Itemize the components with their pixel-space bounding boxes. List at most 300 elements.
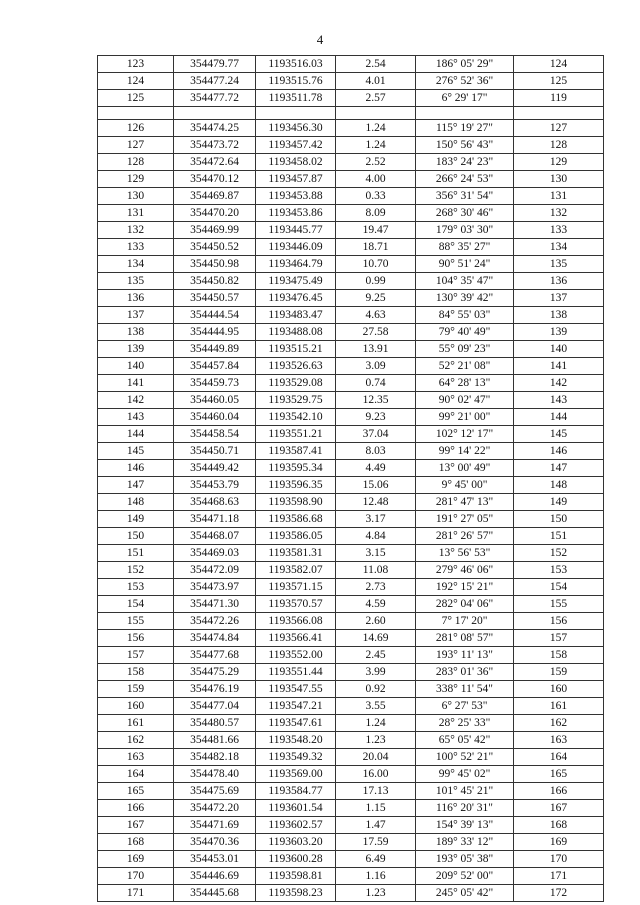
point-id-cell: 151 — [98, 545, 174, 562]
distance-cell: 3.55 — [336, 698, 416, 715]
table-row — [98, 630, 604, 647]
next-point-cell: 136 — [514, 273, 604, 290]
table-row — [98, 56, 604, 73]
distance-cell: 9.23 — [336, 409, 416, 426]
coordinate-table-body — [98, 56, 604, 902]
point-id-cell: 124 — [98, 73, 174, 90]
distance-cell: 3.09 — [336, 358, 416, 375]
x-coordinate-cell: 354477.04 — [174, 698, 256, 715]
x-coordinate-cell: 354458.54 — [174, 426, 256, 443]
bearing-cell: 99° 14' 22" — [416, 443, 514, 460]
point-id-cell: 157 — [98, 647, 174, 664]
point-id-cell: 140 — [98, 358, 174, 375]
y-coordinate-cell: 1193511.78 — [256, 90, 336, 107]
y-coordinate-cell: 1193547.55 — [256, 681, 336, 698]
x-coordinate-cell: 354445.68 — [174, 885, 256, 902]
next-point-cell: 166 — [514, 783, 604, 800]
next-point-cell: 152 — [514, 545, 604, 562]
bearing-cell: 7° 17' 20" — [416, 613, 514, 630]
x-coordinate-cell: 354459.73 — [174, 375, 256, 392]
distance-cell: 1.16 — [336, 868, 416, 885]
bearing-cell: 102° 12' 17" — [416, 426, 514, 443]
next-point-cell: 147 — [514, 460, 604, 477]
distance-cell: 27.58 — [336, 324, 416, 341]
next-point-cell: 145 — [514, 426, 604, 443]
bearing-cell: 99° 21' 00" — [416, 409, 514, 426]
point-id-cell: 133 — [98, 239, 174, 256]
x-coordinate-cell: 354446.69 — [174, 868, 256, 885]
x-coordinate-cell — [174, 107, 256, 120]
next-point-cell: 156 — [514, 613, 604, 630]
point-id-cell: 146 — [98, 460, 174, 477]
y-coordinate-cell: 1193547.61 — [256, 715, 336, 732]
bearing-cell: 6° 29' 17" — [416, 90, 514, 107]
x-coordinate-cell: 354460.05 — [174, 392, 256, 409]
distance-cell: 2.60 — [336, 613, 416, 630]
next-point-cell: 149 — [514, 494, 604, 511]
page-number: 4 — [316, 32, 324, 47]
bearing-cell: 90° 02' 47" — [416, 392, 514, 409]
table-row — [98, 766, 604, 783]
distance-cell: 1.23 — [336, 885, 416, 902]
next-point-cell: 146 — [514, 443, 604, 460]
distance-cell: 3.15 — [336, 545, 416, 562]
distance-cell: 16.00 — [336, 766, 416, 783]
x-coordinate-cell: 354471.69 — [174, 817, 256, 834]
table-row — [98, 494, 604, 511]
next-point-cell: 132 — [514, 205, 604, 222]
x-coordinate-cell: 354474.25 — [174, 120, 256, 137]
x-coordinate-cell: 354468.63 — [174, 494, 256, 511]
y-coordinate-cell: 1193483.47 — [256, 307, 336, 324]
bearing-cell: 100° 52' 21" — [416, 749, 514, 766]
distance-cell: 4.00 — [336, 171, 416, 188]
bearing-cell: 356° 31' 54" — [416, 188, 514, 205]
distance-cell: 8.09 — [336, 205, 416, 222]
next-point-cell: 165 — [514, 766, 604, 783]
y-coordinate-cell: 1193598.81 — [256, 868, 336, 885]
distance-cell: 6.49 — [336, 851, 416, 868]
table-row — [98, 579, 604, 596]
point-id-cell: 131 — [98, 205, 174, 222]
x-coordinate-cell: 354475.29 — [174, 664, 256, 681]
bearing-cell: 189° 33' 12" — [416, 834, 514, 851]
x-coordinate-cell: 354450.98 — [174, 256, 256, 273]
table-row — [98, 409, 604, 426]
next-point-cell: 150 — [514, 511, 604, 528]
x-coordinate-cell: 354478.40 — [174, 766, 256, 783]
next-point-cell: 164 — [514, 749, 604, 766]
next-point-cell: 161 — [514, 698, 604, 715]
next-point-cell: 141 — [514, 358, 604, 375]
x-coordinate-cell: 354481.66 — [174, 732, 256, 749]
bearing-cell: 13° 56' 53" — [416, 545, 514, 562]
table-row — [98, 749, 604, 766]
x-coordinate-cell: 354469.87 — [174, 188, 256, 205]
bearing-cell: 268° 30' 46" — [416, 205, 514, 222]
bearing-cell: 64° 28' 13" — [416, 375, 514, 392]
table-row — [98, 511, 604, 528]
table-row — [98, 341, 604, 358]
x-coordinate-cell: 354474.84 — [174, 630, 256, 647]
point-id-cell: 126 — [98, 120, 174, 137]
x-coordinate-cell: 354450.57 — [174, 290, 256, 307]
bearing-cell: 193° 05' 38" — [416, 851, 514, 868]
table-row — [98, 120, 604, 137]
point-id-cell: 170 — [98, 868, 174, 885]
next-point-cell: 158 — [514, 647, 604, 664]
x-coordinate-cell: 354449.42 — [174, 460, 256, 477]
bearing-cell: 266° 24' 53" — [416, 171, 514, 188]
distance-cell: 1.47 — [336, 817, 416, 834]
next-point-cell: 151 — [514, 528, 604, 545]
x-coordinate-cell: 354473.97 — [174, 579, 256, 596]
x-coordinate-cell: 354469.99 — [174, 222, 256, 239]
x-coordinate-cell: 354460.04 — [174, 409, 256, 426]
point-id-cell: 169 — [98, 851, 174, 868]
x-coordinate-cell: 354470.36 — [174, 834, 256, 851]
y-coordinate-cell: 1193515.21 — [256, 341, 336, 358]
next-point-cell: 138 — [514, 307, 604, 324]
y-coordinate-cell: 1193549.32 — [256, 749, 336, 766]
table-row — [98, 817, 604, 834]
table-row — [98, 171, 604, 188]
table-row — [98, 834, 604, 851]
table-row — [98, 443, 604, 460]
y-coordinate-cell: 1193526.63 — [256, 358, 336, 375]
bearing-cell: 338° 11' 54" — [416, 681, 514, 698]
table-row — [98, 664, 604, 681]
table-row — [98, 477, 604, 494]
x-coordinate-cell: 354450.71 — [174, 443, 256, 460]
distance-cell: 12.35 — [336, 392, 416, 409]
bearing-cell: 281° 26' 57" — [416, 528, 514, 545]
distance-cell: 2.73 — [336, 579, 416, 596]
point-id-cell: 158 — [98, 664, 174, 681]
point-id-cell: 156 — [98, 630, 174, 647]
y-coordinate-cell: 1193529.75 — [256, 392, 336, 409]
point-id-cell: 167 — [98, 817, 174, 834]
table-row — [98, 732, 604, 749]
point-id-cell: 137 — [98, 307, 174, 324]
y-coordinate-cell: 1193552.00 — [256, 647, 336, 664]
distance-cell: 20.04 — [336, 749, 416, 766]
point-id-cell: 138 — [98, 324, 174, 341]
distance-cell: 1.24 — [336, 120, 416, 137]
point-id-cell: 147 — [98, 477, 174, 494]
x-coordinate-cell: 354477.24 — [174, 73, 256, 90]
y-coordinate-cell: 1193596.35 — [256, 477, 336, 494]
point-id-cell: 150 — [98, 528, 174, 545]
table-row — [98, 885, 604, 902]
next-point-cell: 171 — [514, 868, 604, 885]
y-coordinate-cell: 1193446.09 — [256, 239, 336, 256]
point-id-cell: 145 — [98, 443, 174, 460]
point-id-cell: 171 — [98, 885, 174, 902]
y-coordinate-cell: 1193582.07 — [256, 562, 336, 579]
point-id-cell: 123 — [98, 56, 174, 73]
point-id-cell: 128 — [98, 154, 174, 171]
bearing-cell: 55° 09' 23" — [416, 341, 514, 358]
coordinate-table — [97, 55, 604, 902]
distance-cell: 1.15 — [336, 800, 416, 817]
y-coordinate-cell: 1193566.41 — [256, 630, 336, 647]
y-coordinate-cell: 1193547.21 — [256, 698, 336, 715]
distance-cell: 4.84 — [336, 528, 416, 545]
table-row — [98, 90, 604, 107]
x-coordinate-cell: 354471.30 — [174, 596, 256, 613]
distance-cell: 19.47 — [336, 222, 416, 239]
table-row — [98, 222, 604, 239]
next-point-cell: 129 — [514, 154, 604, 171]
y-coordinate-cell: 1193581.31 — [256, 545, 336, 562]
table-row — [98, 239, 604, 256]
distance-cell: 37.04 — [336, 426, 416, 443]
x-coordinate-cell: 354479.77 — [174, 56, 256, 73]
y-coordinate-cell: 1193586.05 — [256, 528, 336, 545]
bearing-cell: 279° 46' 06" — [416, 562, 514, 579]
distance-cell: 8.03 — [336, 443, 416, 460]
y-coordinate-cell: 1193551.21 — [256, 426, 336, 443]
x-coordinate-cell: 354470.20 — [174, 205, 256, 222]
next-point-cell: 135 — [514, 256, 604, 273]
y-coordinate-cell: 1193587.41 — [256, 443, 336, 460]
bearing-cell: 281° 47' 13" — [416, 494, 514, 511]
bearing-cell: 154° 39' 13" — [416, 817, 514, 834]
bearing-cell: 209° 52' 00" — [416, 868, 514, 885]
next-point-cell: 160 — [514, 681, 604, 698]
point-id-cell: 127 — [98, 137, 174, 154]
x-coordinate-cell: 354444.95 — [174, 324, 256, 341]
next-point-cell: 144 — [514, 409, 604, 426]
point-id-cell: 148 — [98, 494, 174, 511]
point-id-cell — [98, 107, 174, 120]
x-coordinate-cell: 354471.18 — [174, 511, 256, 528]
bearing-cell: 84° 55' 03" — [416, 307, 514, 324]
bearing-cell: 13° 00' 49" — [416, 460, 514, 477]
distance-cell: 3.99 — [336, 664, 416, 681]
point-id-cell: 144 — [98, 426, 174, 443]
y-coordinate-cell: 1193516.03 — [256, 56, 336, 73]
point-id-cell: 168 — [98, 834, 174, 851]
y-coordinate-cell: 1193456.30 — [256, 120, 336, 137]
distance-cell: 1.24 — [336, 715, 416, 732]
point-id-cell: 139 — [98, 341, 174, 358]
table-row — [98, 851, 604, 868]
table-row — [98, 783, 604, 800]
next-point-cell: 148 — [514, 477, 604, 494]
table-row — [98, 800, 604, 817]
bearing-cell: 90° 51' 24" — [416, 256, 514, 273]
distance-cell: 11.08 — [336, 562, 416, 579]
table-row — [98, 188, 604, 205]
next-point-cell: 119 — [514, 90, 604, 107]
bearing-cell: 183° 24' 23" — [416, 154, 514, 171]
point-id-cell: 159 — [98, 681, 174, 698]
table-row — [98, 290, 604, 307]
point-id-cell: 164 — [98, 766, 174, 783]
distance-cell: 4.01 — [336, 73, 416, 90]
y-coordinate-cell: 1193598.90 — [256, 494, 336, 511]
next-point-cell: 142 — [514, 375, 604, 392]
table-row — [98, 426, 604, 443]
y-coordinate-cell: 1193488.08 — [256, 324, 336, 341]
next-point-cell: 127 — [514, 120, 604, 137]
x-coordinate-cell: 354477.72 — [174, 90, 256, 107]
y-coordinate-cell: 1193445.77 — [256, 222, 336, 239]
y-coordinate-cell: 1193551.44 — [256, 664, 336, 681]
y-coordinate-cell: 1193584.77 — [256, 783, 336, 800]
point-id-cell: 160 — [98, 698, 174, 715]
next-point-cell: 124 — [514, 56, 604, 73]
point-id-cell: 129 — [98, 171, 174, 188]
distance-cell: 12.48 — [336, 494, 416, 511]
distance-cell: 18.71 — [336, 239, 416, 256]
x-coordinate-cell: 354472.26 — [174, 613, 256, 630]
bearing-cell: 28° 25' 33" — [416, 715, 514, 732]
x-coordinate-cell: 354449.89 — [174, 341, 256, 358]
table-row — [98, 698, 604, 715]
bearing-cell: 6° 27' 53" — [416, 698, 514, 715]
distance-cell: 0.33 — [336, 188, 416, 205]
next-point-cell: 137 — [514, 290, 604, 307]
bearing-cell: 150° 56' 43" — [416, 137, 514, 154]
bearing-cell: 130° 39' 42" — [416, 290, 514, 307]
y-coordinate-cell: 1193598.23 — [256, 885, 336, 902]
distance-cell: 2.57 — [336, 90, 416, 107]
y-coordinate-cell: 1193457.87 — [256, 171, 336, 188]
distance-cell: 4.49 — [336, 460, 416, 477]
distance-cell: 2.54 — [336, 56, 416, 73]
distance-cell: 17.13 — [336, 783, 416, 800]
table-row — [98, 613, 604, 630]
table-row — [98, 596, 604, 613]
x-coordinate-cell: 354457.84 — [174, 358, 256, 375]
y-coordinate-cell: 1193458.02 — [256, 154, 336, 171]
y-coordinate-cell — [256, 107, 336, 120]
point-id-cell: 152 — [98, 562, 174, 579]
next-point-cell: 139 — [514, 324, 604, 341]
y-coordinate-cell: 1193542.10 — [256, 409, 336, 426]
y-coordinate-cell: 1193464.79 — [256, 256, 336, 273]
next-point-cell: 169 — [514, 834, 604, 851]
bearing-cell: 281° 08' 57" — [416, 630, 514, 647]
distance-cell: 0.74 — [336, 375, 416, 392]
next-point-cell: 167 — [514, 800, 604, 817]
table-row — [98, 715, 604, 732]
next-point-cell: 130 — [514, 171, 604, 188]
bearing-cell: 276° 52' 36" — [416, 73, 514, 90]
y-coordinate-cell: 1193571.15 — [256, 579, 336, 596]
table-row — [98, 154, 604, 171]
bearing-cell: 101° 45' 21" — [416, 783, 514, 800]
point-id-cell: 143 — [98, 409, 174, 426]
point-id-cell: 155 — [98, 613, 174, 630]
table-row — [98, 358, 604, 375]
next-point-cell: 155 — [514, 596, 604, 613]
table-row — [98, 375, 604, 392]
bearing-cell: 116° 20' 31" — [416, 800, 514, 817]
y-coordinate-cell: 1193570.57 — [256, 596, 336, 613]
y-coordinate-cell: 1193529.08 — [256, 375, 336, 392]
distance-cell: 2.52 — [336, 154, 416, 171]
next-point-cell: 134 — [514, 239, 604, 256]
x-coordinate-cell: 354453.01 — [174, 851, 256, 868]
bearing-cell: 115° 19' 27" — [416, 120, 514, 137]
x-coordinate-cell: 354450.82 — [174, 273, 256, 290]
distance-cell: 0.99 — [336, 273, 416, 290]
next-point-cell: 140 — [514, 341, 604, 358]
y-coordinate-cell: 1193475.49 — [256, 273, 336, 290]
distance-cell: 3.17 — [336, 511, 416, 528]
next-point-cell — [514, 107, 604, 120]
x-coordinate-cell: 354473.72 — [174, 137, 256, 154]
x-coordinate-cell: 354470.12 — [174, 171, 256, 188]
table-row — [98, 137, 604, 154]
y-coordinate-cell: 1193602.57 — [256, 817, 336, 834]
bearing-cell: 88° 35' 27" — [416, 239, 514, 256]
x-coordinate-cell: 354475.69 — [174, 783, 256, 800]
point-id-cell: 132 — [98, 222, 174, 239]
table-row — [98, 273, 604, 290]
table-row — [98, 460, 604, 477]
x-coordinate-cell: 354453.79 — [174, 477, 256, 494]
next-point-cell: 170 — [514, 851, 604, 868]
next-point-cell: 154 — [514, 579, 604, 596]
table-row — [98, 392, 604, 409]
bearing-cell: 245° 05' 42" — [416, 885, 514, 902]
y-coordinate-cell: 1193548.20 — [256, 732, 336, 749]
point-id-cell: 149 — [98, 511, 174, 528]
table-row — [98, 562, 604, 579]
table-row — [98, 868, 604, 885]
distance-cell: 4.63 — [336, 307, 416, 324]
next-point-cell: 172 — [514, 885, 604, 902]
distance-cell: 13.91 — [336, 341, 416, 358]
y-coordinate-cell: 1193595.34 — [256, 460, 336, 477]
table-row — [98, 256, 604, 273]
point-id-cell: 154 — [98, 596, 174, 613]
y-coordinate-cell: 1193566.08 — [256, 613, 336, 630]
y-coordinate-cell: 1193600.28 — [256, 851, 336, 868]
table-row — [98, 307, 604, 324]
point-id-cell: 135 — [98, 273, 174, 290]
point-id-cell: 162 — [98, 732, 174, 749]
y-coordinate-cell: 1193453.86 — [256, 205, 336, 222]
table-row — [98, 545, 604, 562]
y-coordinate-cell: 1193603.20 — [256, 834, 336, 851]
bearing-cell: 9° 45' 00" — [416, 477, 514, 494]
bearing-cell: 99° 45' 02" — [416, 766, 514, 783]
y-coordinate-cell: 1193601.54 — [256, 800, 336, 817]
next-point-cell: 163 — [514, 732, 604, 749]
x-coordinate-cell: 354472.09 — [174, 562, 256, 579]
x-coordinate-cell: 354450.52 — [174, 239, 256, 256]
point-id-cell: 141 — [98, 375, 174, 392]
y-coordinate-cell: 1193453.88 — [256, 188, 336, 205]
next-point-cell: 128 — [514, 137, 604, 154]
bearing-cell: 79° 40' 49" — [416, 324, 514, 341]
point-id-cell: 134 — [98, 256, 174, 273]
distance-cell — [336, 107, 416, 120]
bearing-cell: 179° 03' 30" — [416, 222, 514, 239]
bearing-cell: 193° 11' 13" — [416, 647, 514, 664]
x-coordinate-cell: 354472.64 — [174, 154, 256, 171]
table-row — [98, 324, 604, 341]
bearing-cell: 283° 01' 36" — [416, 664, 514, 681]
x-coordinate-cell: 354480.57 — [174, 715, 256, 732]
bearing-cell: 186° 05' 29" — [416, 56, 514, 73]
